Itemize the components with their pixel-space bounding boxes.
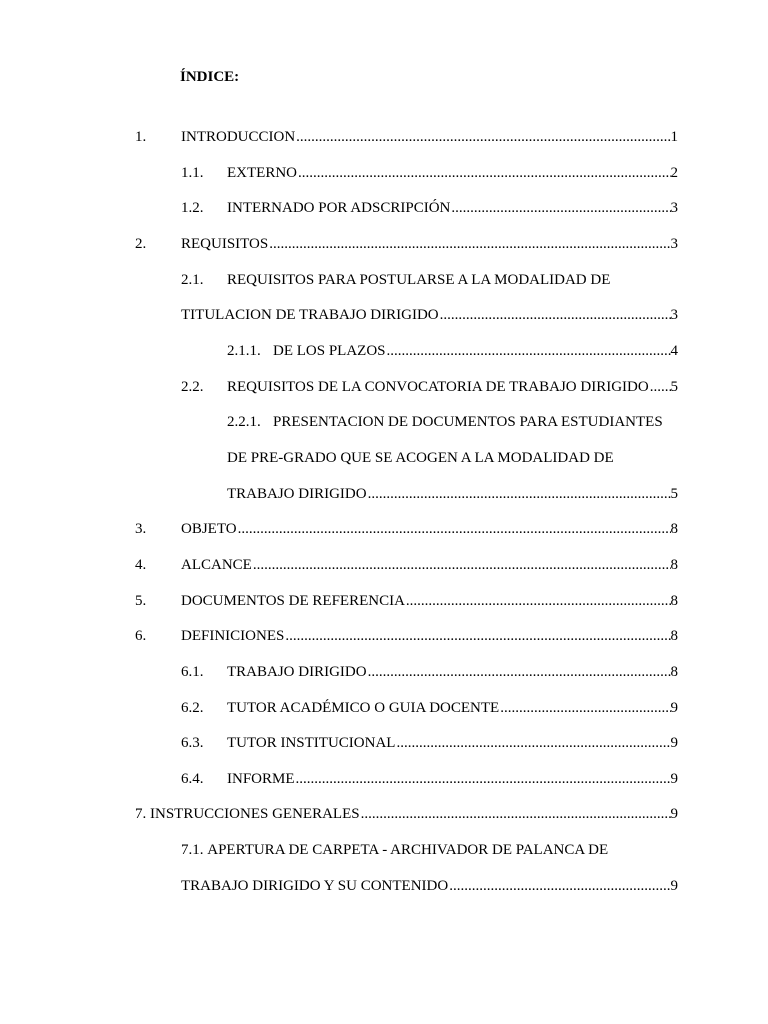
toc-entry-title: APERTURA DE CARPETA - ARCHIVADOR DE PALANCA DE (207, 842, 609, 859)
toc-entry (0, 833, 768, 904)
toc-entry-title: PRESENTACION DE DOCUMENTOS PARA ESTUDIANTES (273, 414, 663, 431)
toc-entry-title: TUTOR INSTITUCIONAL (227, 735, 396, 752)
toc-page-number: 3 (670, 200, 678, 217)
toc-line (227, 334, 678, 370)
toc-line (181, 263, 678, 299)
toc-entry-number: 6.3. (181, 735, 204, 752)
toc-page-number: 1 (670, 129, 678, 145)
toc-line (227, 477, 678, 513)
leader-dots (450, 191, 670, 227)
toc-line (135, 584, 678, 620)
toc-page-number: 5 (670, 378, 678, 395)
toc-line (181, 762, 678, 798)
toc-entry (0, 370, 768, 406)
toc-entry-number: 2.2. (181, 378, 204, 395)
toc-page-number: 8 (670, 592, 678, 609)
toc-entry-title: TITULACION DE TRABAJO DIRIGIDO (181, 307, 439, 324)
toc-line (181, 370, 678, 406)
toc-entry (0, 797, 768, 833)
toc-entry-title: INTRODUCCION (181, 129, 296, 145)
toc-entry-number: 3. (135, 521, 147, 538)
toc-page-number: 9 (670, 877, 678, 894)
leader-dots (360, 797, 671, 833)
toc-entry-title: DE LOS PLAZOS (273, 342, 386, 359)
toc-entry-title: ALCANCE (181, 556, 252, 573)
toc-line (181, 655, 678, 691)
leader-dots (367, 477, 671, 513)
toc-entry-number: 5. (135, 592, 147, 609)
leader-dots (499, 691, 670, 727)
toc-entry-title: DOCUMENTOS DE REFERENCIA (181, 592, 405, 609)
toc-entry (0, 762, 768, 798)
toc-entry (0, 334, 768, 370)
toc-entry-number: 1. (135, 129, 147, 145)
toc-entry-title: TUTOR ACADÉMICO O GUIA DOCENTE (227, 699, 500, 716)
toc-entry (0, 584, 768, 620)
toc-line (135, 227, 678, 263)
toc-entry-number: 6.1. (181, 663, 204, 680)
toc-entry (0, 191, 768, 227)
toc-line (135, 512, 678, 548)
toc-line (181, 156, 678, 192)
toc-entry-number: 7.1. (181, 842, 204, 859)
toc-page-number: 8 (670, 556, 678, 573)
toc-entry-title: DE PRE-GRADO QUE SE ACOGEN A LA MODALIDAD DE (227, 449, 614, 466)
toc-entry-title: DEFINICIONES (181, 628, 285, 645)
leader-dots (649, 370, 671, 406)
toc-page-number: 9 (670, 735, 678, 752)
toc-entry (0, 691, 768, 727)
toc-page-number: 5 (670, 485, 678, 502)
toc-entry (0, 512, 768, 548)
toc-entry-title: EXTERNO (227, 164, 297, 181)
toc-entry-number: 6.2. (181, 699, 204, 716)
leader-dots (405, 584, 671, 620)
toc-page-number: 8 (670, 521, 678, 538)
toc-line (181, 726, 678, 762)
leader-dots (439, 298, 671, 334)
toc-entry-title: INTERNADO POR ADSCRIPCIÓN (227, 200, 451, 217)
leader-dots (252, 548, 671, 584)
toc-line (135, 797, 678, 833)
toc-page-number: 9 (670, 770, 678, 787)
toc-entry (0, 227, 768, 263)
toc-entry (0, 405, 768, 512)
toc-page-number: 4 (670, 342, 678, 359)
toc-entry-number: 6.4. (181, 770, 204, 787)
toc-entry-title: INSTRUCCIONES GENERALES (150, 806, 360, 823)
toc-page-number: 8 (670, 663, 678, 680)
toc-entry-title: INFORME (227, 770, 295, 787)
toc-line (135, 120, 678, 156)
toc-entry (0, 120, 768, 156)
toc-line (227, 405, 678, 441)
leader-dots (284, 619, 670, 655)
toc-entry-number: 7. (135, 806, 147, 823)
toc-line (227, 441, 678, 477)
toc-line (181, 298, 678, 334)
leader-dots (295, 762, 671, 798)
toc-page-number: 9 (670, 806, 678, 823)
toc-entry-title: TRABAJO DIRIGIDO (227, 485, 367, 502)
toc-entry-title: OBJETO (181, 521, 237, 538)
toc-line (181, 691, 678, 727)
toc-line (135, 548, 678, 584)
toc-line (181, 833, 678, 869)
table-of-contents (0, 120, 768, 904)
toc-page-number: 2 (670, 164, 678, 181)
leader-dots (295, 120, 670, 156)
toc-page-number: 3 (670, 307, 678, 324)
toc-entry (0, 156, 768, 192)
leader-dots (395, 726, 670, 762)
leader-dots (386, 334, 671, 370)
toc-page-number: 3 (670, 235, 678, 252)
leader-dots (448, 869, 670, 905)
leader-dots (237, 512, 671, 548)
toc-entry-title: REQUISITOS (181, 235, 269, 252)
toc-entry (0, 655, 768, 691)
toc-page-number: 9 (670, 699, 678, 716)
toc-entry (0, 263, 768, 334)
toc-entry-number: 4. (135, 556, 147, 573)
page-title: ÍNDICE: (180, 69, 240, 85)
leader-dots (367, 655, 671, 691)
toc-entry-number: 2.1.1. (227, 342, 261, 359)
toc-entry-number: 1.2. (181, 200, 204, 217)
toc-line (181, 191, 678, 227)
toc-line (181, 869, 678, 905)
toc-entry (0, 619, 768, 655)
toc-entry-number: 2. (135, 235, 147, 252)
toc-entry-title: TRABAJO DIRIGIDO (227, 663, 367, 680)
leader-dots (297, 156, 671, 192)
toc-entry-number: 2.1. (181, 271, 204, 288)
toc-entry (0, 548, 768, 584)
toc-entry-number: 2.2.1. (227, 414, 261, 431)
toc-entry-number: 6. (135, 628, 147, 645)
toc-entry-title: REQUISITOS DE LA CONVOCATORIA DE TRABAJO DIRIGIDO (227, 378, 649, 395)
toc-line (135, 619, 678, 655)
toc-entry-title: REQUISITOS PARA POSTULARSE A LA MODALIDAD DE (227, 271, 611, 288)
toc-page-number: 8 (670, 628, 678, 645)
toc-entry (0, 726, 768, 762)
toc-entry-title: TRABAJO DIRIGIDO Y SU CONTENIDO (181, 877, 449, 894)
leader-dots (268, 227, 670, 263)
toc-entry-number: 1.1. (181, 164, 204, 181)
